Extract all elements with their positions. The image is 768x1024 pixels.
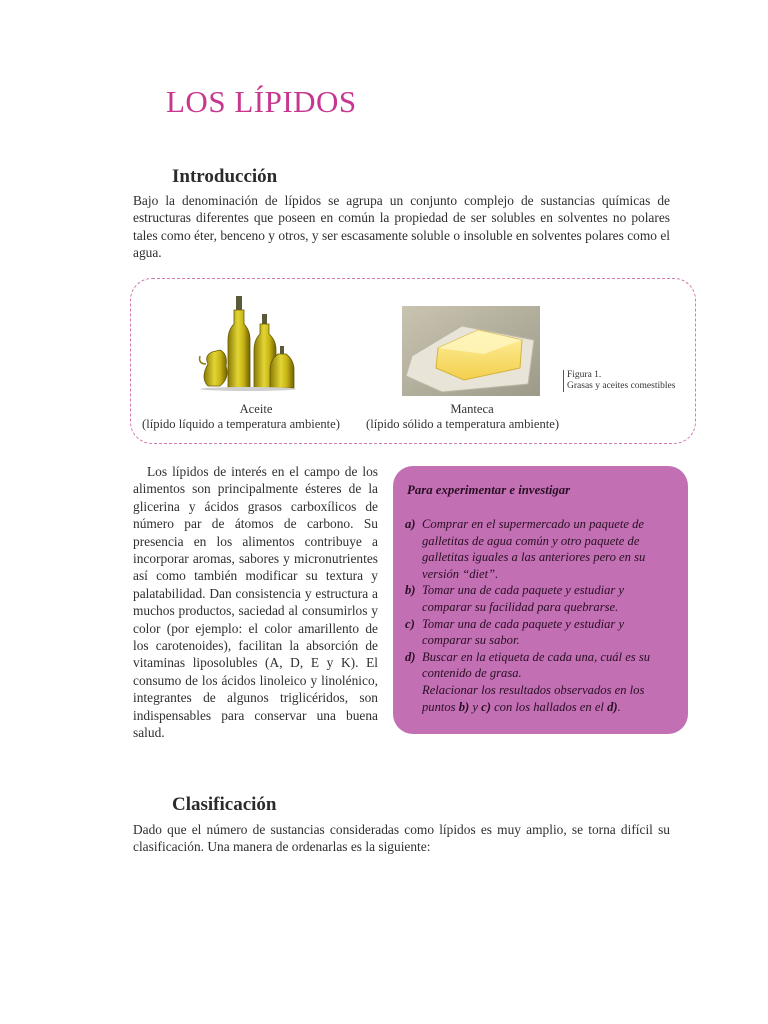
item-text: Tomar una de cada paquete y estudiar y comparar su facilidad para quebrarse. bbox=[422, 583, 625, 614]
classification-paragraph: Dado que el número de sustancias consideradas como lípidos es muy amplio, se torna difícil su clasificación. Una manera de ordenarlas es la siguiente: bbox=[133, 822, 670, 855]
note-ref-c: c) bbox=[481, 699, 491, 714]
note-text: Relacionar los resultados observados en los puntos bbox=[422, 682, 645, 714]
note-text: y bbox=[469, 699, 482, 714]
butter-image bbox=[402, 306, 540, 396]
item-text: Tomar una de cada paquete y estudiar y comparar su sabor. bbox=[422, 616, 625, 648]
note-text: . bbox=[617, 699, 621, 714]
experiment-item bbox=[405, 582, 673, 615]
experiment-list bbox=[405, 516, 673, 715]
aceite-desc: (lípido líquido a temperatura ambiente) bbox=[142, 417, 340, 431]
note-ref-b: b) bbox=[458, 699, 470, 714]
experiment-item bbox=[405, 649, 673, 682]
aceite-caption: Aceite bbox=[239, 402, 273, 416]
item-letter: c) bbox=[405, 616, 415, 631]
intro-heading: Introducción bbox=[172, 166, 278, 187]
body-paragraph: Los lípidos de interés en el campo de los alimentos son principalmente ésteres de la glicerina y ácidos grasos carboxílicos de número par de átomos de carbono. Su presencia en los alimentos contribuye a incorporar aromas, sabores y micronutrientes así como también modificar su textura y palatabilidad. Dan consistencia y estructura a muchos productos, saciedad al consumirlos y color (por ejemplo: el color amarillento de los carotenoides), facilitan la absorción de vitaminas liposolubles (A, D, E y K). El consumo de los ácidos linoleico y linolénico, integrantes de algunos triglicéridos, son indispensables para conservar una buena salud. bbox=[133, 464, 378, 741]
item-letter: a) bbox=[405, 517, 416, 531]
item-letter: b) bbox=[405, 583, 416, 598]
experiment-item bbox=[405, 516, 673, 582]
classification-heading: Clasificación bbox=[172, 794, 277, 815]
page-title: LOS LÍPIDOS bbox=[166, 84, 357, 119]
experiment-title: Para experimentar e investigar bbox=[407, 483, 571, 497]
item-text: Comprar en el supermercado un paquete de galletitas de agua común y otro paquete de galletitas iguales a las anteriores pero en su versión “diet”. bbox=[422, 517, 646, 581]
manteca-caption: Manteca bbox=[450, 402, 494, 416]
manteca-desc: (lípido sólido a temperatura ambiente) bbox=[366, 417, 560, 431]
figure-label bbox=[563, 370, 675, 392]
experiment-box bbox=[393, 466, 688, 734]
oil-bottles-image bbox=[198, 294, 298, 392]
intro-paragraph: Bajo la denominación de lípidos se agrupa un conjunto complejo de sustancias químicas de estructuras diferentes que poseen en común la propiedad de ser solubles en solventes no polares tales como éter, benceno y otros, y ser escasamente soluble o insoluble en solventes polares como el agua. bbox=[133, 193, 670, 261]
item-text: Buscar en la etiqueta de cada una, cuál es su contenido de grasa. bbox=[422, 649, 651, 681]
item-letter: d) bbox=[405, 649, 416, 664]
figure-number: Figura 1. bbox=[567, 370, 602, 380]
note-ref-d: d) bbox=[607, 699, 618, 714]
figure-label-desc: Grasas y aceites comestibles bbox=[567, 381, 676, 391]
experiment-note bbox=[405, 682, 673, 715]
note-text: con los hallados en el bbox=[490, 699, 608, 714]
experiment-item bbox=[405, 616, 673, 649]
